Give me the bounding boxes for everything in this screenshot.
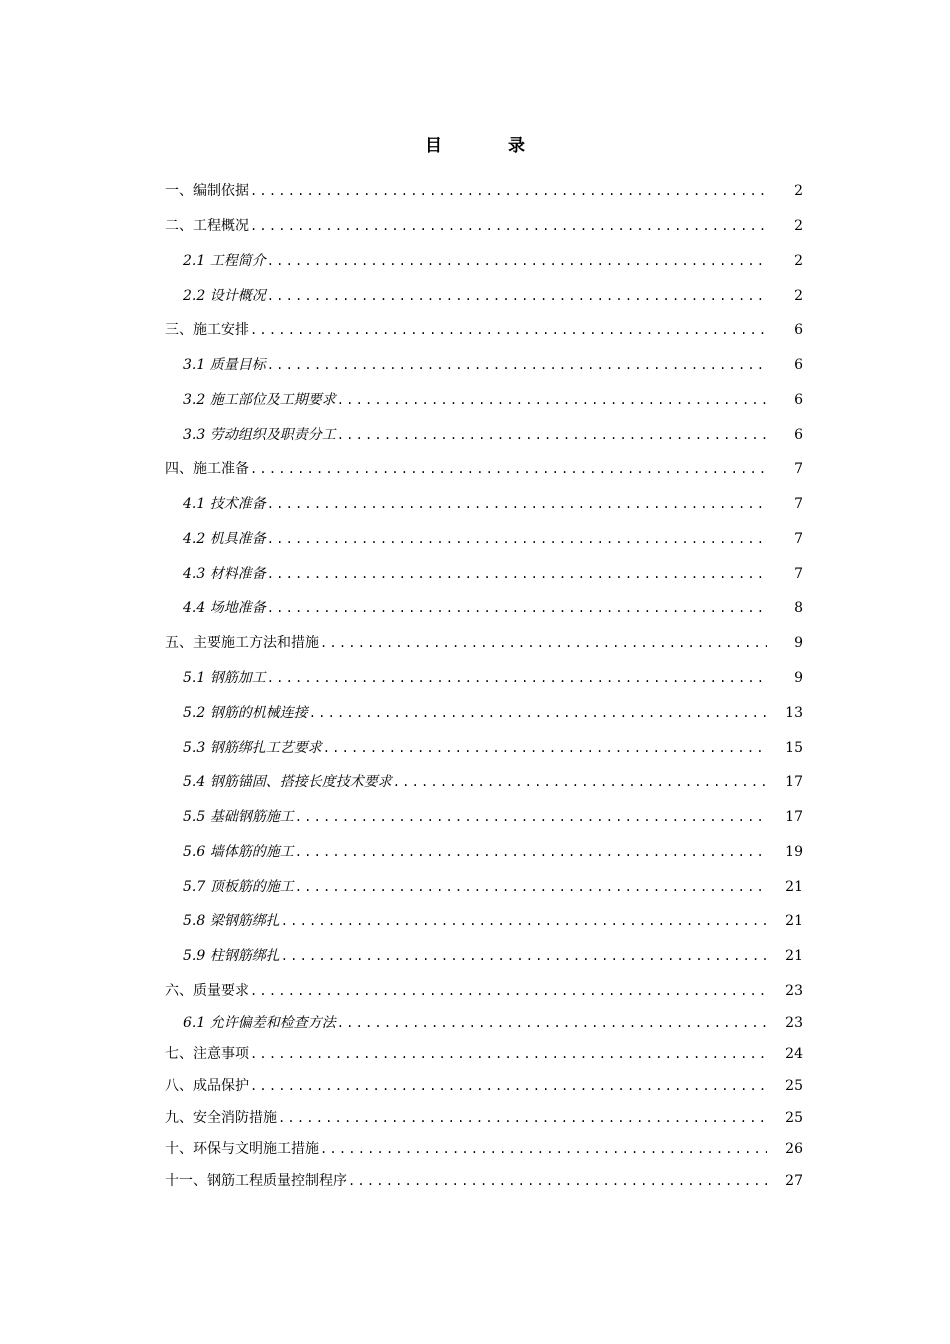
toc-entry-label: 3.2 施工部位及工期要求 (183, 392, 336, 408)
toc-dot-leader (250, 215, 767, 237)
toc-entry[interactable] (165, 493, 803, 515)
toc-entry-page-number: 7 (794, 566, 803, 582)
toc-dot-leader (267, 285, 767, 307)
toc-entry-page-number: 25 (785, 1110, 803, 1126)
toc-dot-leader (250, 319, 767, 341)
toc-entry-page-number: 21 (785, 948, 803, 964)
toc-entry-page-number: 6 (794, 357, 803, 373)
toc-dot-leader (320, 1138, 767, 1160)
toc-dot-leader (267, 250, 767, 272)
toc-entry[interactable] (165, 1107, 803, 1129)
toc-entry[interactable] (165, 563, 803, 585)
toc-entry[interactable] (165, 806, 803, 828)
toc-entry-page-number: 9 (794, 670, 803, 686)
toc-entry[interactable] (165, 1043, 803, 1065)
toc-entry-label: 5.6 墙体筋的施工 (183, 844, 294, 860)
toc-entry-page-number: 7 (794, 496, 803, 512)
toc-dot-leader (267, 667, 767, 689)
toc-entry[interactable] (165, 1012, 803, 1034)
toc-entry-label: 5.4 钢筋锚固、搭接长度技术要求 (183, 774, 392, 790)
toc-dot-leader (278, 1107, 767, 1129)
toc-dot-leader (281, 945, 767, 967)
toc-entry-page-number: 17 (785, 774, 803, 790)
toc-entry[interactable] (165, 1170, 803, 1192)
toc-entry-label: 十、环保与文明施工措施 (165, 1141, 319, 1157)
toc-entry[interactable] (165, 771, 803, 793)
toc-entry-page-number: 7 (794, 531, 803, 547)
toc-entry-label: 3.3 劳动组织及职责分工 (183, 427, 336, 443)
toc-entry[interactable] (165, 180, 803, 202)
toc-entry-page-number: 21 (785, 913, 803, 929)
toc-entry-page-number: 23 (785, 1015, 803, 1031)
toc-entry-label: 6.1 允许偏差和检查方法 (183, 1015, 336, 1031)
toc-dot-leader (348, 1170, 767, 1192)
toc-dot-leader (295, 841, 767, 863)
toc-entry[interactable] (165, 285, 803, 307)
toc-entry[interactable] (165, 632, 803, 654)
toc-dot-leader (320, 632, 767, 654)
toc-entry[interactable] (165, 1138, 803, 1160)
toc-entry[interactable] (165, 354, 803, 376)
toc-entry-page-number: 2 (794, 218, 803, 234)
toc-entry[interactable] (165, 841, 803, 863)
toc-entry[interactable] (165, 667, 803, 689)
toc-entry-page-number: 23 (785, 983, 803, 999)
toc-dot-leader (295, 806, 767, 828)
toc-dot-leader (267, 493, 767, 515)
toc-entry-label: 十一、钢筋工程质量控制程序 (165, 1173, 347, 1189)
toc-entry-page-number: 6 (794, 427, 803, 443)
toc-entry-page-number: 2 (794, 253, 803, 269)
toc-entry[interactable] (165, 702, 803, 724)
toc-dot-leader (295, 876, 767, 898)
toc-entry-page-number: 24 (785, 1046, 803, 1062)
toc-dot-leader (267, 528, 767, 550)
toc-entry-label: 5.8 梁钢筋绑扎 (183, 913, 280, 929)
toc-entry[interactable] (165, 250, 803, 272)
toc-entry-page-number: 13 (785, 705, 803, 721)
toc-entry-page-number: 17 (785, 809, 803, 825)
page-title (0, 134, 950, 158)
toc-entry-label: 2.2 设计概况 (183, 288, 266, 304)
toc-entry-page-number: 27 (785, 1173, 803, 1189)
toc-entry-page-number: 2 (794, 183, 803, 199)
toc-entry-label: 七、注意事项 (165, 1046, 249, 1062)
toc-entry[interactable] (165, 424, 803, 446)
toc-entry[interactable] (165, 910, 803, 932)
toc-dot-leader (267, 563, 767, 585)
toc-entry-page-number: 6 (794, 392, 803, 408)
toc-dot-leader (250, 458, 767, 480)
toc-entry-page-number: 2 (794, 288, 803, 304)
toc-entry-label: 四、施工准备 (165, 461, 249, 477)
toc-entry[interactable] (165, 389, 803, 411)
toc-entry-label: 六、质量要求 (165, 983, 249, 999)
toc-entry-page-number: 6 (794, 322, 803, 338)
toc-entry-label: 二、工程概况 (165, 218, 249, 234)
toc-entry-label: 5.5 基础钢筋施工 (183, 809, 294, 825)
toc-entry-label: 5.3 钢筋绑扎工艺要求 (183, 740, 322, 756)
toc-entry-label: 5.1 钢筋加工 (183, 670, 266, 686)
toc-entry-page-number: 7 (794, 461, 803, 477)
toc-entry-label: 4.2 机具准备 (183, 531, 266, 547)
toc-dot-leader (250, 1043, 767, 1065)
toc-dot-leader (250, 980, 767, 1002)
toc-entry-label: 三、施工安排 (165, 322, 249, 338)
toc-entry-label: 3.1 质量目标 (183, 357, 266, 373)
toc-dot-leader (393, 771, 767, 793)
toc-entry[interactable] (165, 945, 803, 967)
toc-entry-label: 2.1 工程简介 (183, 253, 266, 269)
toc-entry-label: 一、编制依据 (165, 183, 249, 199)
toc-entry[interactable] (165, 319, 803, 341)
toc-entry-label: 5.7 顶板筋的施工 (183, 879, 294, 895)
toc-entry-page-number: 19 (785, 844, 803, 860)
toc-dot-leader (267, 354, 767, 376)
toc-entry-label: 五、主要施工方法和措施 (165, 635, 319, 651)
toc-entry-label: 4.3 材料准备 (183, 566, 266, 582)
toc-dot-leader (250, 180, 767, 202)
toc-dot-leader (337, 1012, 767, 1034)
page-title-char-1: 目 (425, 136, 442, 156)
toc-entry-label: 5.9 柱钢筋绑扎 (183, 948, 280, 964)
toc-entry[interactable] (165, 597, 803, 619)
toc-entry-page-number: 21 (785, 879, 803, 895)
toc-entry-label: 5.2 钢筋的机械连接 (183, 705, 308, 721)
toc-entry-label: 八、成品保护 (165, 1078, 249, 1094)
toc-entry-page-number: 15 (785, 740, 803, 756)
page-title-char-2: 录 (508, 136, 525, 156)
toc-entry-label: 4.4 场地准备 (183, 600, 266, 616)
toc-dot-leader (309, 702, 767, 724)
toc-entry[interactable] (165, 737, 803, 759)
toc-dot-leader (337, 389, 767, 411)
toc-entry[interactable] (165, 876, 803, 898)
toc-entry[interactable] (165, 458, 803, 480)
toc-dot-leader (267, 597, 767, 619)
toc-dot-leader (337, 424, 767, 446)
toc-entry-label: 4.1 技术准备 (183, 496, 266, 512)
toc-dot-leader (323, 737, 767, 759)
toc-entry-page-number: 8 (794, 600, 803, 616)
toc-entry[interactable] (165, 1075, 803, 1097)
toc-entry[interactable] (165, 980, 803, 1002)
toc-entry-page-number: 26 (785, 1141, 803, 1157)
toc-dot-leader (281, 910, 767, 932)
toc-entry[interactable] (165, 215, 803, 237)
toc-entry[interactable] (165, 528, 803, 550)
toc-entry-page-number: 25 (785, 1078, 803, 1094)
toc-dot-leader (250, 1075, 767, 1097)
toc-entry-page-number: 9 (794, 635, 803, 651)
toc-entry-label: 九、安全消防措施 (165, 1110, 277, 1126)
